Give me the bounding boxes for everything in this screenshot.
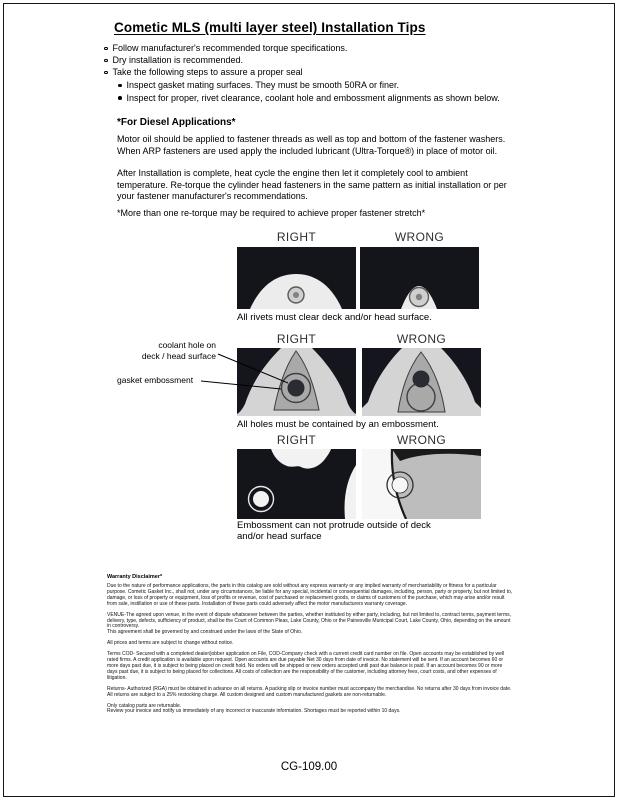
- gasket-embossment-callout: gasket embossment: [117, 375, 194, 385]
- embossment-protrusion-right-image: [237, 449, 356, 519]
- tip-text: Dry installation is recommended.: [112, 55, 244, 65]
- tips-list: [104, 44, 564, 80]
- page-code: CG-109.00: [280, 761, 338, 773]
- rivet-clearance-wrong-image: [360, 247, 479, 309]
- row3-right-label: RIGHT: [276, 433, 317, 447]
- warranty-disclaimer-heading: Warranty Disclaimer*: [107, 574, 163, 580]
- callout-line: deck / head surface: [141, 350, 216, 361]
- tip-text: Inspect for proper, rivet clearance, coolant hole and embossment alignments as shown below.: [126, 92, 500, 103]
- row1-caption: All rivets must clear deck and/or head surface.: [237, 312, 432, 323]
- row2-right-label: RIGHT: [276, 332, 317, 346]
- list-item: [104, 56, 564, 66]
- row3-wrong-label: WRONG: [396, 433, 447, 447]
- dot-bullet-icon: [118, 84, 122, 88]
- row3-caption: Embossment can not protrude outside of deck and/or head surface: [237, 520, 431, 542]
- circle-bullet-icon: [104, 47, 108, 51]
- row1-right-label: RIGHT: [276, 230, 317, 244]
- rivet-clearance-right-image: [237, 247, 356, 309]
- dot-bullet-icon: [118, 96, 122, 100]
- retorque-note: *More than one re-torque may be required to achieve proper fastener stretch*: [117, 208, 426, 218]
- list-item: [118, 81, 578, 91]
- embossment-containment-right-image: [237, 348, 356, 416]
- legal-fine-print: [107, 574, 513, 715]
- list-item: [104, 44, 564, 54]
- page-title: Cometic MLS (multi layer steel) Installation Tips: [114, 20, 426, 35]
- legal-paragraph: Due to the nature of performance applications, the parts in this catalog are sold without any express warranty or any implied warranty of merchantability or fitness for a particular purpose. Cometic Gasket Inc., shall not, under any circumstances, be liable for any special, incidental or consequential damages, including, person, party or property, but not limited to, damage, or loss of property or equipment, loss of profits or revenue, cost of purchased or replacement goods, or claims of customers of the purchase, which may arise and/or result from sale, instillation or use of these parts. Installation of these parts could adversely affect the motor manufacturers warranty coverage.: [107, 583, 513, 607]
- tip-text: Take the following steps to assure a proper seal: [112, 67, 303, 77]
- circle-bullet-icon: [104, 71, 108, 75]
- legal-paragraph: All prices and terms are subject to change without notice.: [107, 640, 234, 647]
- embossment-protrusion-wrong-image: [362, 449, 481, 519]
- coolant-hole-callout: [112, 340, 216, 361]
- tips-sub-list: [118, 81, 578, 106]
- legal-paragraph: Terms COD- Secured with a completed dealer/jobber application on File, COD-Company check with a current credit card number on file. Open accounts may be established by well rated firms. A credit application is available upon request. Open accounts are due payable Net 30 days from date of invoice. No statement will be sent. If an account becomes 60 or more days past due, it is subject to being placed on credit hold. No orders will be shipped or new orders accepted until past due balance is paid. If an account becomes 90 or more days past due, it is subject to being placed for collections. All costs of collection are the responsibility of the customer, including attorney fees, court costs, and other expenses of litigation.: [107, 651, 505, 681]
- diesel-paragraph-1: Motor oil should be applied to fastener threads as well as top and bottom of the fastener washers. When ARP fasteners are used apply the included lubricant (Ultra-Torque®) in place of motor oil.: [117, 134, 506, 156]
- circle-bullet-icon: [104, 59, 108, 63]
- tip-text: Follow manufacturer's recommended torque specifications.: [112, 43, 348, 53]
- list-item: [104, 68, 564, 78]
- legal-paragraph: Returns- Authorized (RGA) must be obtained in advance on all returns. A packing slip or invoice number must accompany the merchandise. No returns after 30 days from invoice date. All returns are subject to a 25% restocking charge. All custom designed and custom manufactured gaskets are non-returnable.: [107, 685, 512, 698]
- legal-paragraph: VENUE-The agreed upon venue, in the event of dispute whatsoever between the parties, whether instituted by either party, including, but not limited to, contract terms, payment terms, delivery, type, defects, sufficiency of product, shall be the Court of Common Pleas, Lake County, Ohio or the Painesville Municipal Court, Lake County, Ohio, depending on the amount in controversy.: [107, 611, 512, 630]
- diesel-paragraph-2: After Installation is complete, heat cycle the engine then let it completely cool to ambient temperature. Re-torque the cylinder head fasteners in the same pattern as initial installation or per your fastener manufacturer's recommendations.: [117, 168, 507, 201]
- diesel-applications-heading: *For Diesel Applications*: [117, 117, 236, 128]
- row2-caption: All holes must be contained by an embossment.: [237, 419, 439, 430]
- callout-line: coolant hole on: [158, 340, 216, 350]
- legal-paragraph: This agreement shall be governed by and construed under the laws of the State of Ohio.: [107, 629, 303, 636]
- legal-paragraph: Review your invoice and notify us immediately of any incorrect or inaccurate information. Shortages must be reported within 10 days.: [107, 708, 401, 715]
- row2-wrong-label: WRONG: [396, 332, 447, 346]
- row1-wrong-label: WRONG: [394, 230, 445, 244]
- embossment-containment-wrong-image: [362, 348, 481, 416]
- tip-text: Inspect gasket mating surfaces. They must be smooth 50RA or finer.: [126, 80, 399, 90]
- legal-paragraph: Only catalog parts are returnable.: [107, 702, 182, 709]
- list-item: [118, 94, 578, 104]
